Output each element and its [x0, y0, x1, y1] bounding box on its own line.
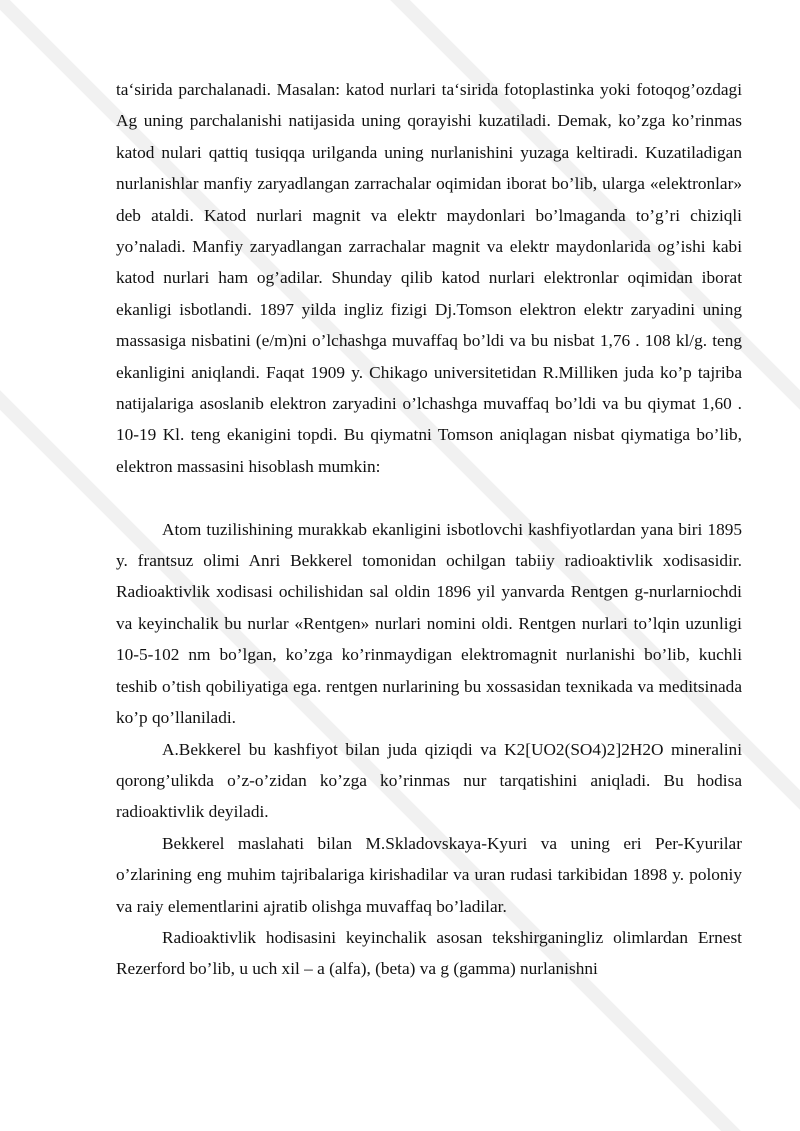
paragraph-katod-nurlari: ta‘sirida parchalanadi. Masalan: katod nurlari ta‘sirida fotoplastinka yoki fotoqog’ozdagi Ag uning parchalanishi natijasida uning qorayishi kuzatiladi. Demak, ko’zga ko’rinmas katod nulari qattiq tusiqqa urilganda uning nurlanishini yuzaga keltiradi. Kuzatiladigan nurlanishlar manfiy zaryadlangan zarrachalar oqimidan iborat bo’lib, ularga «elektronlar» deb ataldi. Katod nurlari magnit va elektr maydonlari bo’lmaganda to’g’ri chiziqli yo’naladi. Manfiy zaryadlangan zarrachalar magnit va elektr maydonlarida og’ishi kabi katod nurlari ham og’adilar. Shunday qilib katod nurlari elektronlar oqimidan iborat ekanligi isbotlandi. 1897 yilda ingliz fizigi Dj.Tomson elektron elektr zaryadini uning massasiga nisbatini (e/m)ni o’lchashga muvaffaq bo’ldi va bu nisbat 1,76 . 108 kl/g. teng ekanligini aniqlandi. Faqat 1909 y. Chikago universitetidan R.Milliken juda ko’p tajriba natijalariga asoslanib elektron zaryadini o’lchashga muvaffaq bo’ldi va bu qiymat 1,60 . 10-19 Kl. teng ekanigini topdi. Bu qiymatni Tomson aniqlagan nisbat qiymatiga bo’lib, elektron massasini hisoblash mumkin: — [116, 80, 742, 476]
paragraph-rezerford: Radioaktivlik hodisasini keyinchalik asosan tekshirganingliz olimlardan Ernest Rezerford bo’lib, u uch xil – a (alfa), (beta) va g (gamma) nurlanishni — [116, 927, 742, 979]
paragraph-kyuri: Bekkerel maslahati bilan M.Skladovskaya-Kyuri va uning eri Per-Kyurilar o’zlarining eng muhim tajribalariga kirishadilar va uran rudasi tarkibidan 1898 y. poloniy va raiy elementlarini ajratib olishga muvaffaq bo’ladilar. — [116, 833, 742, 916]
paragraph-radioaktivlik-kashfiyoti: Atom tuzilishining murakkab ekanligini isbotlovchi kashfiyotlardan yana biri 1895 y. frantsuz olimi Anri Bekkerel tomonidan ochilgan tabiiy radioaktivlik xodisasidir. Radioaktivlik xodisasi ochilishidan sal oldin 1896 yil yanvarda Rentgen g-nurlarniochdi va keyinchalik bu nurlar «Rentgen» nurlari nomini oldi. Rentgen nurlari to’lqin uzunligi 10-5-102 nm bo’lgan, ko’zga ko’rinmaydigan elektromagnit nurlanishi bo’lib, kuchli teshib o’tish qobiliyatiga ega. rentgen nurlarining bu xossasidan texnikada va meditsinada ko’p qo’llaniladi. — [116, 519, 742, 728]
paragraph-bekkerel: A.Bekkerel bu kashfiyot bilan juda qiziqdi va K2[UO2(SO4)2]2H2O mineralini qorong’ulikda o’z-o’zidan ko’zga ko’rinmas nur tarqatishini aniqladi. Bu hodisa radioaktivlik deyiladi. — [116, 739, 742, 822]
document-body — [116, 74, 742, 985]
paragraph-gap — [116, 482, 742, 513]
